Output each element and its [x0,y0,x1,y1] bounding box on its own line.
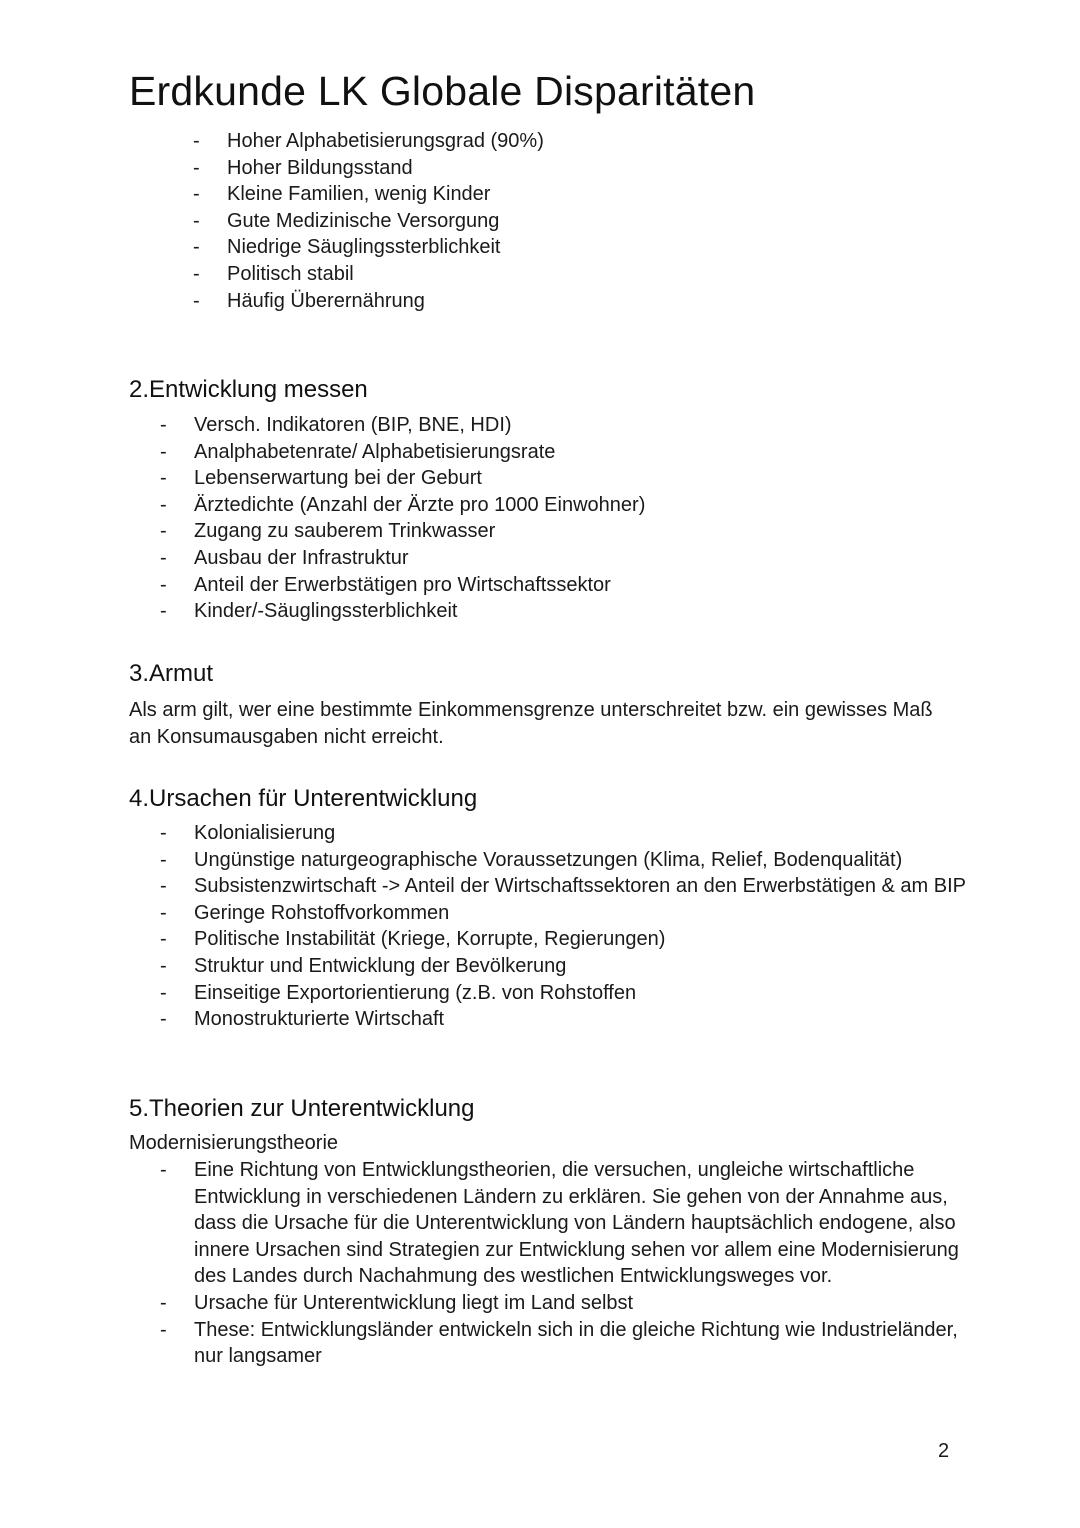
list-item: - Lebenserwartung bei der Geburt [194,465,974,492]
section-heading-theorien: 5.Theorien zur Unterentwicklung [129,1095,475,1122]
list-item: - Niedrige Säuglingssterblichkeit [227,234,987,261]
bullet-dash: - [160,981,167,1004]
armut-paragraph: Als arm gilt, wer eine bestimmte Einkommensgrenze unterschreitet bzw. ein gewisses Maß an Konsumausgaben nicht erreicht. [129,699,933,748]
list-item: - Einseitige Exportorientierung (z.B. von Rohstoffen [194,980,974,1007]
list-item: - Anteil der Erwerbstätigen pro Wirtschaftssektor [194,572,974,599]
bullet-dash: - [193,236,200,259]
theorien-list [160,1157,974,1370]
list-item: - Politische Instabilität (Kriege, Korrupte, Regierungen) [194,926,974,953]
intro-list [193,128,987,314]
list-item: - Hoher Alphabetisierungsgrad (90%) [227,128,987,155]
list-item: - Subsistenzwirtschaft -> Anteil der Wirtschaftssektoren an den Erwerbstätigen & am BIP [194,873,974,900]
list-item: - Kinder/-Säuglingssterblichkeit [194,598,974,625]
list-item: - These: Entwicklungsländer entwickeln sich in die gleiche Richtung wie Industrieländer, nur langsamer [160,1318,958,1368]
bullet-dash: - [160,493,167,516]
bullet-dash: - [160,414,167,436]
page-number: 2 [938,1440,950,1462]
subheading-modernisierungstheorie: Modernisierungstheorie [129,1132,339,1154]
list-item: - Ausbau der Infrastruktur [194,545,974,572]
bullet-dash: - [160,1291,167,1314]
bullet-dash: - [160,1318,167,1341]
bullet-dash: - [160,1008,167,1031]
bullet-dash: - [160,440,167,463]
bullet-dash: - [160,901,167,924]
bullet-dash: - [193,209,200,232]
list-item: - Häufig Überernährung [227,288,987,315]
list-item: - Monostrukturierte Wirtschaft [194,1006,974,1033]
bullet-dash: - [160,822,167,844]
bullet-dash: - [160,848,167,871]
list-item: - Ungünstige naturgeographische Voraussetzungen (Klima, Relief, Bodenqualität) [194,847,974,874]
bullet-dash: - [193,289,200,312]
bullet-dash: - [160,1159,167,1181]
section-heading-ursachen: 4.Ursachen für Unterentwicklung [129,785,478,812]
list-item: - Gute Medizinische Versorgung [227,208,987,235]
bullet-dash: - [160,954,167,977]
list-item: - Versch. Indikatoren (BIP, BNE, HDI) [194,412,974,439]
list-item: - Kolonialisierung [194,820,974,847]
list-item: - Struktur und Entwicklung der Bevölkerung [194,953,974,980]
bullet-dash: - [160,928,167,951]
list-item: - Zugang zu sauberem Trinkwasser [194,518,974,545]
list-item: - Analphabetenrate/ Alphabetisierungsrate [194,439,974,466]
bullet-dash: - [193,262,200,285]
section-heading-armut: 3.Armut [129,660,214,687]
bullet-dash: - [160,520,167,543]
bullet-dash: - [193,156,200,179]
ursachen-list [160,820,974,1033]
bullet-dash: - [160,467,167,490]
list-item: - Politisch stabil [227,261,987,288]
bullet-dash: - [160,875,167,898]
bullet-dash: - [193,130,200,152]
bullet-dash: - [160,600,167,623]
page-title: Erdkunde LK Globale Disparitäten [129,68,756,114]
entwicklung-messen-list [160,412,974,625]
list-item: - Kleine Familien, wenig Kinder [227,181,987,208]
bullet-dash: - [160,573,167,596]
list-item: - Eine Richtung von Entwicklungstheorien, die versuchen, ungleiche wirtschaftliche Entwicklung in verschiedenen Ländern zu erklären. Sie gehen von der Annahme aus, dass die Ursache für die Unterentwicklung von Ländern hauptsächlich endogene, also innere Ursachen sind Strategien zur Entwicklung sehen vor allem eine Modernisierung des Landes durch Nachahmung des westlichen Entwicklungsweges vor. [160,1159,959,1288]
list-item: - Hoher Bildungsstand [227,155,987,182]
section-heading-entwicklung-messen: 2.Entwicklung messen [129,376,368,403]
list-item: - Geringe Rohstoffvorkommen [194,900,974,927]
list-item: - Ärztedichte (Anzahl der Ärzte pro 1000 Einwohner) [194,492,974,519]
bullet-dash: - [160,546,167,569]
bullet-dash: - [193,183,200,206]
list-item: - Ursache für Unterentwicklung liegt im Land selbst [194,1290,974,1317]
